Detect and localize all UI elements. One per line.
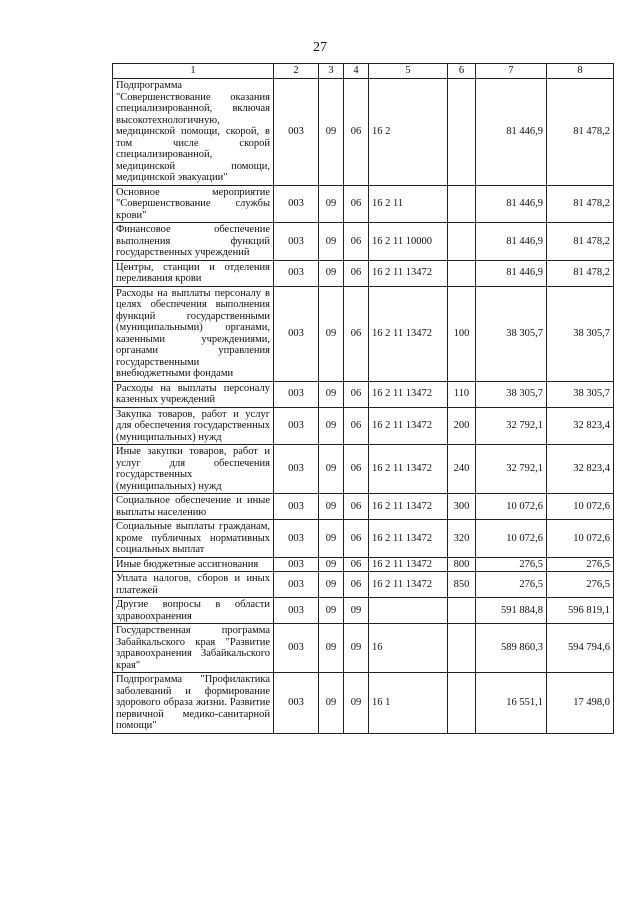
amount-year2-cell: 81 478,2 xyxy=(547,185,614,223)
table-row xyxy=(113,381,614,407)
amount-year1-cell: 38 305,7 xyxy=(476,381,547,407)
section-code-cell: 09 xyxy=(319,185,344,223)
amount-year1-cell: 591 884,8 xyxy=(476,598,547,624)
item-name-cell: Социальные выплаты гражданам, кроме публичных нормативных социальных выплат xyxy=(113,520,274,558)
target-article-cell: 16 2 11 13472 xyxy=(369,494,448,520)
expense-type-cell: 300 xyxy=(448,494,476,520)
table-row xyxy=(113,520,614,558)
column-header: 5 xyxy=(369,64,448,79)
table-row xyxy=(113,185,614,223)
table-body xyxy=(113,79,614,734)
column-header: 8 xyxy=(547,64,614,79)
column-header: 4 xyxy=(344,64,369,79)
amount-year2-cell: 17 498,0 xyxy=(547,673,614,734)
item-name-cell: Уплата налогов, сборов и иных платежей xyxy=(113,572,274,598)
amount-year1-cell: 10 072,6 xyxy=(476,494,547,520)
item-name-cell: Подпрограмма "Совершенствование оказания специализированной, включая высокотехнологичную, медицинской помощи, скорой, в том числе скорой специализированной, медицинской помощи, медицинской эвакуации" xyxy=(113,79,274,186)
section-code-cell: 09 xyxy=(319,381,344,407)
amount-year1-cell: 32 792,1 xyxy=(476,407,547,445)
amount-year2-cell: 81 478,2 xyxy=(547,223,614,261)
subsection-code-cell: 09 xyxy=(344,673,369,734)
ministry-code-cell: 003 xyxy=(274,223,319,261)
table-row xyxy=(113,572,614,598)
amount-year1-cell: 16 551,1 xyxy=(476,673,547,734)
section-code-cell: 09 xyxy=(319,260,344,286)
item-name-cell: Закупка товаров, работ и услуг для обеспечения государственных (муниципальных) нужд xyxy=(113,407,274,445)
amount-year1-cell: 32 792,1 xyxy=(476,445,547,494)
budget-table xyxy=(112,63,614,734)
table-header-row xyxy=(113,64,614,79)
amount-year2-cell: 38 305,7 xyxy=(547,286,614,381)
expense-type-cell xyxy=(448,79,476,186)
amount-year2-cell: 38 305,7 xyxy=(547,381,614,407)
amount-year2-cell: 596 819,1 xyxy=(547,598,614,624)
section-code-cell: 09 xyxy=(319,223,344,261)
ministry-code-cell: 003 xyxy=(274,624,319,673)
subsection-code-cell: 06 xyxy=(344,286,369,381)
section-code-cell: 09 xyxy=(319,445,344,494)
subsection-code-cell: 06 xyxy=(344,520,369,558)
amount-year2-cell: 32 823,4 xyxy=(547,445,614,494)
section-code-cell: 09 xyxy=(319,624,344,673)
expense-type-cell xyxy=(448,598,476,624)
target-article-cell: 16 2 11 13472 xyxy=(369,260,448,286)
expense-type-cell: 320 xyxy=(448,520,476,558)
column-header: 7 xyxy=(476,64,547,79)
ministry-code-cell: 003 xyxy=(274,286,319,381)
subsection-code-cell: 06 xyxy=(344,79,369,186)
expense-type-cell: 100 xyxy=(448,286,476,381)
item-name-cell: Социальное обеспечение и иные выплаты населению xyxy=(113,494,274,520)
expense-type-cell: 240 xyxy=(448,445,476,494)
table-row xyxy=(113,557,614,572)
ministry-code-cell: 003 xyxy=(274,598,319,624)
target-article-cell: 16 2 11 13472 xyxy=(369,520,448,558)
amount-year2-cell: 10 072,6 xyxy=(547,520,614,558)
section-code-cell: 09 xyxy=(319,572,344,598)
subsection-code-cell: 06 xyxy=(344,445,369,494)
target-article-cell xyxy=(369,598,448,624)
table-row xyxy=(113,407,614,445)
amount-year2-cell: 594 794,6 xyxy=(547,624,614,673)
ministry-code-cell: 003 xyxy=(274,445,319,494)
section-code-cell: 09 xyxy=(319,286,344,381)
item-name-cell: Расходы на выплаты персоналу казенных учреждений xyxy=(113,381,274,407)
ministry-code-cell: 003 xyxy=(274,381,319,407)
section-code-cell: 09 xyxy=(319,598,344,624)
table-row xyxy=(113,494,614,520)
amount-year2-cell: 81 478,2 xyxy=(547,260,614,286)
item-name-cell: Иные бюджетные ассигнования xyxy=(113,557,274,572)
section-code-cell: 09 xyxy=(319,520,344,558)
subsection-code-cell: 06 xyxy=(344,572,369,598)
amount-year2-cell: 276,5 xyxy=(547,557,614,572)
column-header: 2 xyxy=(274,64,319,79)
target-article-cell: 16 2 11 13472 xyxy=(369,445,448,494)
target-article-cell: 16 xyxy=(369,624,448,673)
ministry-code-cell: 003 xyxy=(274,520,319,558)
item-name-cell: Центры, станции и отделения переливания крови xyxy=(113,260,274,286)
item-name-cell: Иные закупки товаров, работ и услуг для обеспечения государственных (муниципальных) нужд xyxy=(113,445,274,494)
ministry-code-cell: 003 xyxy=(274,572,319,598)
section-code-cell: 09 xyxy=(319,79,344,186)
target-article-cell: 16 2 11 13472 xyxy=(369,286,448,381)
amount-year2-cell: 276,5 xyxy=(547,572,614,598)
target-article-cell: 16 2 11 13472 xyxy=(369,572,448,598)
column-header: 1 xyxy=(113,64,274,79)
subsection-code-cell: 06 xyxy=(344,223,369,261)
ministry-code-cell: 003 xyxy=(274,260,319,286)
ministry-code-cell: 003 xyxy=(274,79,319,186)
item-name-cell: Подпрограмма "Профилактика заболеваний и формирование здорового образа жизни. Развитие первичной медико-санитарной помощи" xyxy=(113,673,274,734)
item-name-cell: Государственная программа Забайкальского края "Развитие здравоохранения Забайкальского края" xyxy=(113,624,274,673)
subsection-code-cell: 06 xyxy=(344,407,369,445)
expense-type-cell: 800 xyxy=(448,557,476,572)
amount-year1-cell: 589 860,3 xyxy=(476,624,547,673)
expense-type-cell xyxy=(448,624,476,673)
page-number: 27 xyxy=(313,40,327,55)
table-row xyxy=(113,673,614,734)
section-code-cell: 09 xyxy=(319,557,344,572)
amount-year1-cell: 276,5 xyxy=(476,572,547,598)
section-code-cell: 09 xyxy=(319,673,344,734)
table-row xyxy=(113,286,614,381)
expense-type-cell xyxy=(448,260,476,286)
expense-type-cell xyxy=(448,223,476,261)
subsection-code-cell: 06 xyxy=(344,260,369,286)
subsection-code-cell: 09 xyxy=(344,624,369,673)
subsection-code-cell: 06 xyxy=(344,185,369,223)
amount-year1-cell: 10 072,6 xyxy=(476,520,547,558)
subsection-code-cell: 06 xyxy=(344,494,369,520)
amount-year2-cell: 32 823,4 xyxy=(547,407,614,445)
expense-type-cell: 200 xyxy=(448,407,476,445)
amount-year2-cell: 10 072,6 xyxy=(547,494,614,520)
section-code-cell: 09 xyxy=(319,407,344,445)
amount-year1-cell: 81 446,9 xyxy=(476,260,547,286)
expense-type-cell xyxy=(448,673,476,734)
amount-year1-cell: 81 446,9 xyxy=(476,79,547,186)
section-code-cell: 09 xyxy=(319,494,344,520)
target-article-cell: 16 1 xyxy=(369,673,448,734)
ministry-code-cell: 003 xyxy=(274,557,319,572)
target-article-cell: 16 2 11 13472 xyxy=(369,407,448,445)
expense-type-cell: 850 xyxy=(448,572,476,598)
amount-year1-cell: 276,5 xyxy=(476,557,547,572)
item-name-cell: Другие вопросы в области здравоохранения xyxy=(113,598,274,624)
subsection-code-cell: 09 xyxy=(344,598,369,624)
target-article-cell: 16 2 11 13472 xyxy=(369,381,448,407)
target-article-cell: 16 2 11 10000 xyxy=(369,223,448,261)
table-row xyxy=(113,79,614,186)
ministry-code-cell: 003 xyxy=(274,673,319,734)
column-header: 6 xyxy=(448,64,476,79)
target-article-cell: 16 2 11 xyxy=(369,185,448,223)
target-article-cell: 16 2 xyxy=(369,79,448,186)
item-name-cell: Финансовое обеспечение выполнения функций государственных учреждений xyxy=(113,223,274,261)
table-row xyxy=(113,223,614,261)
table-row xyxy=(113,260,614,286)
ministry-code-cell: 003 xyxy=(274,494,319,520)
amount-year2-cell: 81 478,2 xyxy=(547,79,614,186)
subsection-code-cell: 06 xyxy=(344,381,369,407)
item-name-cell: Основное мероприятие "Совершенствование службы крови" xyxy=(113,185,274,223)
table-row xyxy=(113,598,614,624)
ministry-code-cell: 003 xyxy=(274,185,319,223)
table-row xyxy=(113,624,614,673)
amount-year1-cell: 81 446,9 xyxy=(476,185,547,223)
table-row xyxy=(113,445,614,494)
amount-year1-cell: 81 446,9 xyxy=(476,223,547,261)
expense-type-cell xyxy=(448,185,476,223)
subsection-code-cell: 06 xyxy=(344,557,369,572)
target-article-cell: 16 2 11 13472 xyxy=(369,557,448,572)
item-name-cell: Расходы на выплаты персоналу в целях обеспечения выполнения функций государственными (муниципальными) органами, казенными учреждениями, органами управления государственными внебюджетными фондами xyxy=(113,286,274,381)
ministry-code-cell: 003 xyxy=(274,407,319,445)
expense-type-cell: 110 xyxy=(448,381,476,407)
column-header: 3 xyxy=(319,64,344,79)
amount-year1-cell: 38 305,7 xyxy=(476,286,547,381)
